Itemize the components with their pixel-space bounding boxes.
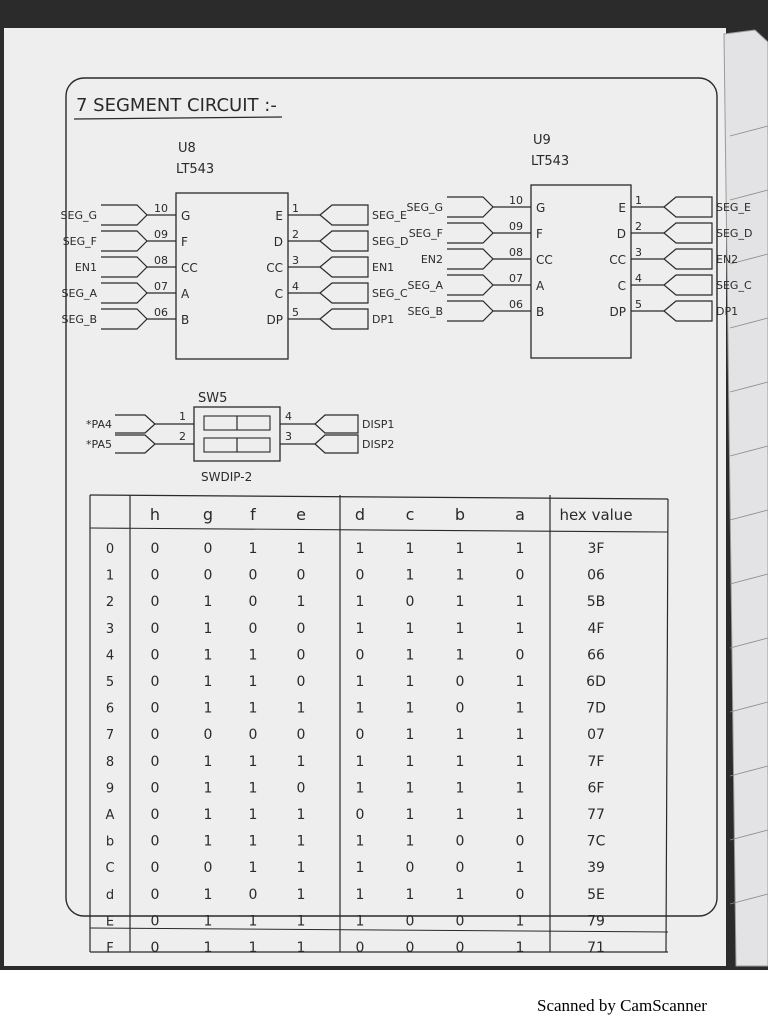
u9-pin-number: 08 [509,246,523,259]
table-cell: 1 [515,753,525,770]
table-cell: 1 [515,674,525,690]
table-cell: 1 [355,886,365,903]
table-cell: 0 [355,647,365,664]
u8-net-label: EN1 [74,261,97,274]
table-cell: 1 [455,647,465,664]
u9-pin-number: 3 [635,246,642,259]
table-cell: 1 [248,913,258,930]
table-cell: 0 [150,886,160,903]
table-cell: 1 [248,647,258,664]
table-cell: 1 [455,727,465,744]
u8-part: LT543 [176,162,215,177]
table-cell: 1 [355,780,365,797]
table-cell: 1 [203,913,213,930]
table-cell: 0 [405,860,415,877]
segment-digit-sketch: d [105,887,115,903]
table-cell: 0 [296,567,306,584]
table-cell: 0 [248,886,258,903]
segment-digit-sketch: 7 [105,728,115,744]
table-cell: 1 [248,807,258,823]
table-header-cell: hex value [559,506,633,524]
table-cell: 1 [455,753,465,770]
table-hex-cell: 5B [586,594,606,611]
table-hex-cell: 77 [587,807,605,823]
table-cell: 0 [150,567,160,584]
u8-pin-number: 4 [292,280,299,293]
table-cell: 1 [355,620,365,637]
table-cell: 0 [150,647,160,664]
table-cell: 1 [455,567,465,584]
u9-pin-name: G [536,201,546,215]
u9-pin-number: 2 [635,220,642,233]
table-cell: 1 [355,833,365,850]
table-cell: 1 [515,620,525,637]
sw5-pin-number: 3 [285,430,292,443]
table-cell: 1 [405,833,415,850]
u9-pin-name: DP [609,305,626,319]
table-cell: 1 [296,541,306,557]
table-cell: 1 [203,886,213,903]
table-hex-cell: 5E [587,886,605,903]
table-cell: 0 [150,674,160,690]
segment-digit-sketch: E [105,914,115,930]
table-cell: 1 [405,541,415,557]
u9-net-label: DP1 [716,305,739,318]
u8-pin-number: 09 [154,228,168,241]
u8-pin-number: 2 [292,228,299,241]
u9-part: LT543 [531,154,570,169]
segment-digit-sketch: 5 [105,675,115,690]
u8-pin-number: 10 [154,202,168,215]
table-header-cell: g [202,505,214,524]
table-cell: 1 [296,700,306,717]
table-cell: 1 [203,807,213,823]
table-cell: 0 [515,647,525,664]
u9-pin-name: D [616,227,626,241]
table-cell: 1 [515,860,525,877]
table-cell: 0 [248,567,258,584]
table-cell: 0 [203,860,213,877]
table-cell: 1 [203,780,213,797]
sw5-ref: SW5 [198,391,228,406]
table-cell: 1 [296,807,306,823]
u8-pin-number: 5 [292,306,299,319]
table-cell: 1 [405,700,415,717]
table-cell: 1 [455,541,465,557]
table-header-cell: d [354,505,366,524]
table-cell: 0 [248,727,258,744]
table-cell: 1 [203,674,213,690]
table-hex-cell: 6D [586,674,606,690]
u9-pin-number: 10 [509,194,523,207]
table-cell: 1 [355,753,365,770]
table-cell: 1 [515,594,525,611]
table-cell: 1 [405,674,415,690]
table-cell: 0 [150,594,160,611]
table-cell: 1 [248,860,258,877]
table-hex-cell: 7C [586,833,606,850]
sw5-part: SWDIP-2 [201,470,253,484]
table-cell: 1 [515,541,525,557]
u8-net-label: SEG_G [60,209,97,222]
u9-net-label: SEG_D [716,227,753,240]
u9-net-label: SEG_G [406,201,443,214]
table-cell: 1 [515,940,525,956]
u9-pin-name: CC [609,253,626,267]
table-cell: 1 [355,594,365,611]
u8-net-label: SEG_C [372,287,408,300]
table-hex-cell: 4F [587,620,605,637]
table-cell: 1 [296,860,306,877]
page-title: 7 SEGMENT CIRCUIT :- [76,95,277,116]
u8-pin-name: F [181,235,188,249]
u9-net-label: EN2 [716,253,739,266]
table-header-cell: f [250,505,256,524]
segment-digit-sketch: F [106,941,114,956]
table-cell: 0 [150,780,160,797]
table-cell: 0 [150,620,160,637]
segment-digit-sketch: 4 [105,648,115,664]
segment-digit-sketch: 3 [105,621,115,637]
u9-pin-number: 09 [509,220,523,233]
table-cell: 0 [150,833,160,850]
table-cell: 1 [405,807,415,823]
table-hex-cell: 3F [587,541,605,557]
table-cell: 1 [248,674,258,690]
table-cell: 1 [203,647,213,664]
table-hex-cell: 39 [587,860,605,877]
table-cell: 0 [515,833,525,850]
sw5-net-label: DISP1 [362,418,395,431]
u8-pin-number: 06 [154,306,168,319]
u8-net-label: SEG_D [372,235,409,248]
u9-net-label: EN2 [420,253,443,266]
segment-digit-sketch: 2 [105,595,115,611]
u8-pin-name: B [181,313,190,327]
table-cell: 1 [296,753,306,770]
u8-net-label: SEG_E [372,209,407,222]
segment-digit-sketch: 8 [105,754,115,770]
u9-pin-number: 5 [635,298,642,311]
table-hex-cell: 7D [586,700,606,717]
table-cell: 1 [203,940,213,956]
table-cell: 1 [355,860,365,877]
table-cell: 1 [355,674,365,690]
table-cell: 1 [515,727,525,744]
table-cell: 1 [405,886,415,903]
u8-net-label: SEG_B [61,313,97,326]
table-cell: 0 [203,541,213,557]
sw5-net-label: DISP2 [362,438,395,451]
table-cell: 1 [455,780,465,797]
table-cell: 1 [515,700,525,717]
sw5-net-label: *PA5 [86,438,112,451]
table-header-cell: h [149,505,161,524]
table-cell: 1 [248,940,258,956]
u9-pin-name: E [618,201,626,215]
u9-pin-number: 07 [509,272,523,285]
segment-digit-sketch: b [105,834,115,850]
table-hex-cell: 07 [587,727,605,744]
segment-digit-sketch: 9 [105,781,115,797]
table-header-cell: e [296,505,306,524]
table-hex-cell: 06 [587,567,605,584]
table-cell: 0 [296,780,306,797]
table-cell: 0 [455,940,465,956]
table-cell: 1 [405,567,415,584]
u9-pin-name: CC [536,253,553,267]
u9-pin-name: A [536,279,545,293]
u8-ref: U8 [178,141,196,156]
table-cell: 0 [150,940,160,956]
u8-pin-name: CC [181,261,198,275]
table-cell: 1 [203,753,213,770]
table-cell: 1 [405,727,415,744]
u9-pin-name: C [617,279,626,293]
table-cell: 0 [355,727,365,744]
table-hex-cell: 79 [587,913,605,930]
table-cell: 0 [203,567,213,584]
table-cell: 0 [150,753,160,770]
u8-net-label: EN1 [372,261,395,274]
table-cell: 0 [515,886,525,903]
table-header-cell: b [454,505,466,524]
table-cell: 0 [296,647,306,664]
table-cell: 1 [203,833,213,850]
table-cell: 1 [405,753,415,770]
sw5-pin-number: 2 [179,430,186,443]
u8-pin-number: 07 [154,280,168,293]
table-cell: 1 [296,913,306,930]
table-cell: 1 [248,753,258,770]
u8-net-label: SEG_F [62,235,97,248]
table-cell: 0 [150,727,160,744]
table-cell: 0 [150,700,160,717]
table-cell: 1 [296,833,306,850]
table-cell: 1 [455,886,465,903]
table-cell: 1 [203,700,213,717]
table-cell: 1 [515,807,525,823]
table-cell: 0 [515,567,525,584]
u9-net-label: SEG_C [716,279,752,292]
sw5-pin-number: 4 [285,410,292,423]
table-cell: 1 [455,620,465,637]
table-cell: 1 [515,913,525,930]
table-cell: 1 [455,807,465,823]
segment-digit-sketch: 6 [105,701,115,717]
table-cell: 0 [296,620,306,637]
u9-net-label: SEG_A [407,279,443,292]
scanner-watermark: Scanned by CamScanner [537,996,707,1015]
u8-pin-name: A [181,287,190,301]
table-hex-cell: 71 [587,940,605,956]
table-cell: 0 [405,913,415,930]
u9-ref: U9 [533,133,551,148]
table-cell: 1 [355,541,365,557]
table-cell: 1 [296,940,306,956]
segment-digit-sketch: A [105,808,115,823]
table-cell: 0 [248,594,258,611]
u9-pin-name: F [536,227,543,241]
segment-digit-sketch: 1 [105,568,115,584]
table-cell: 1 [203,620,213,637]
table-cell: 0 [455,860,465,877]
table-cell: 0 [455,700,465,717]
table-cell: 1 [405,647,415,664]
u9-pin-number: 4 [635,272,642,285]
u9-net-label: SEG_B [407,305,443,318]
table-cell: 0 [405,594,415,611]
table-cell: 0 [150,807,160,823]
table-cell: 1 [405,620,415,637]
u8-pin-name: D [273,235,283,249]
table-cell: 1 [455,594,465,611]
table-cell: 0 [455,674,465,690]
u8-pin-name: G [181,209,191,223]
table-cell: 1 [203,594,213,611]
table-header-cell: a [515,505,525,524]
table-hex-cell: 6F [587,780,605,797]
u8-pin-name: DP [266,313,283,327]
table-cell: 1 [296,594,306,611]
u9-pin-number: 06 [509,298,523,311]
u8-net-label: SEG_A [61,287,97,300]
u8-pin-number: 08 [154,254,168,267]
table-cell: 0 [203,727,213,744]
table-cell: 0 [405,940,415,956]
table-cell: 0 [150,913,160,930]
table-header-cell: c [405,505,415,524]
u8-pin-number: 3 [292,254,299,267]
table-cell: 1 [296,886,306,903]
table-hex-cell: 7F [587,753,605,770]
table-cell: 1 [248,700,258,717]
u8-pin-name: E [275,209,283,223]
u9-pin-number: 1 [635,194,642,207]
u8-pin-name: C [274,287,283,301]
table-cell: 0 [150,860,160,877]
table-cell: 1 [248,541,258,557]
u8-pin-number: 1 [292,202,299,215]
table-cell: 0 [150,541,160,557]
next-page-edge [724,30,768,966]
table-hex-cell: 66 [587,647,605,664]
table-cell: 0 [296,727,306,744]
table-cell: 0 [355,567,365,584]
sw5-net-label: *PA4 [86,418,112,431]
table-cell: 0 [455,833,465,850]
segment-digit-sketch: C [105,861,115,877]
u9-net-label: SEG_E [716,201,751,214]
table-cell: 0 [296,674,306,690]
u9-pin-name: B [536,305,545,319]
table-cell: 1 [405,780,415,797]
u9-net-label: SEG_F [408,227,443,240]
table-cell: 0 [248,620,258,637]
segment-digit-sketch: 0 [105,542,115,557]
u8-pin-name: CC [266,261,283,275]
u8-net-label: DP1 [372,313,395,326]
table-cell: 1 [248,833,258,850]
sw5-pin-number: 1 [179,410,186,423]
table-cell: 1 [248,780,258,797]
table-cell: 0 [355,940,365,956]
table-cell: 1 [515,780,525,797]
table-cell: 1 [355,700,365,717]
table-cell: 0 [455,913,465,930]
table-cell: 1 [355,913,365,930]
table-cell: 0 [355,807,365,823]
